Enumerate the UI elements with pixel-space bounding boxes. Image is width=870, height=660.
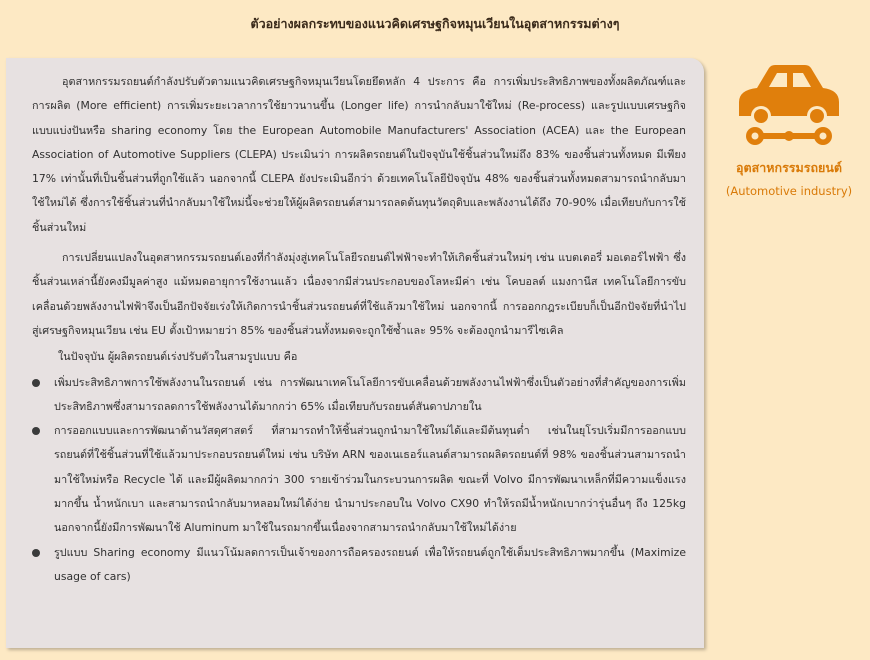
- page-title: ตัวอย่างผลกระทบของแนวคิดเศรษฐกิจหมุนเวียนในอุตสาหกรรมต่างๆ: [250, 16, 620, 31]
- paragraph: อุตสาหกรรมรถยนต์กำลังปรับตัวตามแนวคิดเศรษฐกิจหมุนเวียนโดยยึดหลัก 4 ประการ คือ การเพิ่มประสิทธิภาพของทั้งผลิตภัณฑ์และการผลิต (More efficient) การเพิ่มระยะเวลาการใช้ยาวนานขึ้น (Longer life) การนำกลับมาใช้ใหม่ (Re-process) และรูปแบบเศรษฐกิจแบบแบ่งปันหรือ sharing economy โดย the European Automobile Manufacturers' Association (ACEA) และ the European Association of Automotive Suppliers (CLEPA) ประเมินว่า การผลิตรถยนต์ในปัจจุบันใช้ชิ้นส่วนใหม่ถึง 83% ของชิ้นส่วนทั้งหมด มีเพียง 17% เท่านั้นที่เป็นชิ้นส่วนที่ถูกใช้แล้ว นอกจากนี้ CLEPA ยังประเมินอีกว่า ด้วยเทคโนโลยีปัจจุบัน 48% ของชิ้นส่วนทั้งหมดสามารถนำกลับมาใช้ใหม่ได้ ซึ่งการใช้ชิ้นส่วนที่นำกลับมาใช้ใหม่นี้จะช่วยให้ผู้ผลิตรถยนต์สามารถลดต้นทุนวัตถุดิบและพลังงานได้ถึง 70-90% เมื่อเทียบกับการใช้ชิ้นส่วนใหม่: [32, 75, 686, 234]
- list-lead: ในปัจจุบัน ผู้ผลิตรถยนต์เร่งปรับตัวในสามรูปแบบ คือ: [58, 350, 298, 364]
- industry-title: อุตสาหกรรมรถยนต์: [735, 160, 843, 175]
- bullet-text: เพิ่มประสิทธิภาพการใช้พลังงานในรถยนต์ เช่น การพัฒนาเทคโนโลยีการขับเคลื่อนด้วยพลังงานไฟฟ้าซึ่งเป็นตัวอย่างที่สำคัญของการเพิ่มประสิทธิภาพซึ่งสามารถลดการใช้พลังงานได้มากกว่า 65% เมื่อเทียบกับรถยนต์สันดาปภายใน: [54, 375, 686, 413]
- industry-sidebar: [714, 60, 864, 198]
- bullet-icon: [32, 549, 40, 557]
- car-icon: [735, 60, 843, 148]
- bullet-item: [32, 371, 686, 420]
- bullet-text: รูปแบบ Sharing economy มีแนวโน้มลดการเป็นเจ้าของการถือครองรถยนต์ เพื่อให้รถยนต์ถูกใช้เต็มประสิทธิภาพมากขึ้น (Maximize usage of cars): [54, 545, 686, 583]
- paragraph: การเปลี่ยนแปลงในอุตสาหกรรมรถยนต์เองที่กำลังมุ่งสู่เทคโนโลยีรถยนต์ไฟฟ้าจะทำให้เกิดชิ้นส่วนใหม่ๆ เช่น แบตเตอรี่ มอเตอร์ไฟฟ้า ซึ่งชิ้นส่วนเหล่านี้ยังคงมีมูลค่าสูง แม้หมดอายุการใช้งานแล้ว เนื่องจากมีส่วนประกอบของโลหะมีค่า เช่น โคบอลต์ แมงกานีส เทคโนโลยีการขับเคลื่อนด้วยพลังงานไฟฟ้าจึงเป็นอีกปัจจัยเร่งให้เกิดการนำชิ้นส่วนรถยนต์ที่ใช้แล้วมาใช้ใหม่ นอกจากนี้ การออกกฎระเบียบก็เป็นอีกปัจจัยที่นำไปสู่เศรษฐกิจหมุนเวียน เช่น EU ตั้งเป้าหมายว่า 85% ของชิ้นส่วนทั้งหมดจะถูกใช้ซ้ำและ 95% จะต้องถูกนำมารีไซเคิล: [32, 251, 686, 337]
- bullet-icon: [32, 427, 40, 435]
- content-panel: [6, 58, 704, 648]
- bullet-icon: [32, 379, 40, 387]
- bullet-text: การออกแบบและการพัฒนาด้านวัสดุศาสตร์ ที่สามารถทำให้ชิ้นส่วนถูกนำมาใช้ใหม่ได้และมีต้นทุนต่ำ เช่นในยุโรปเริ่มมีการออกแบบรถยนต์ที่ใช้ชิ้นส่วนที่ใช้แล้วมาประกอบรถยนต์ใหม่ เช่น บริษัท ARN ของเนเธอร์แลนด์สามารถผลิตรถยนต์ที่ 98% ของชิ้นส่วนสามารถนำมาใช้ใหม่หรือ Recycle ได้ และมีผู้ผลิตมากกว่า 300 รายเข้าร่วมในกระบวนการผลิต ขณะที่ Volvo มีการพัฒนาเหล็กที่มีความแข็งแรงมากขึ้น น้ำหนักเบา และสามารถนำกลับมาหลอมใหม่ได้ง่าย นำมาประกอบใน Volvo CX90 ทำให้รถมีน้ำหนักเบากว่ารุ่นอื่นๆ ถึง 125kg นอกจากนี้ยังมีการพัฒนาใช้ Aluminum มาใช้ในรถมากขึ้นเนื่องจากสามารถนำกลับมาใช้ใหม่ได้ง่าย: [54, 424, 686, 535]
- industry-subtitle: (Automotive industry): [725, 184, 853, 198]
- bullet-item: [32, 541, 686, 590]
- bullet-item: [32, 419, 686, 540]
